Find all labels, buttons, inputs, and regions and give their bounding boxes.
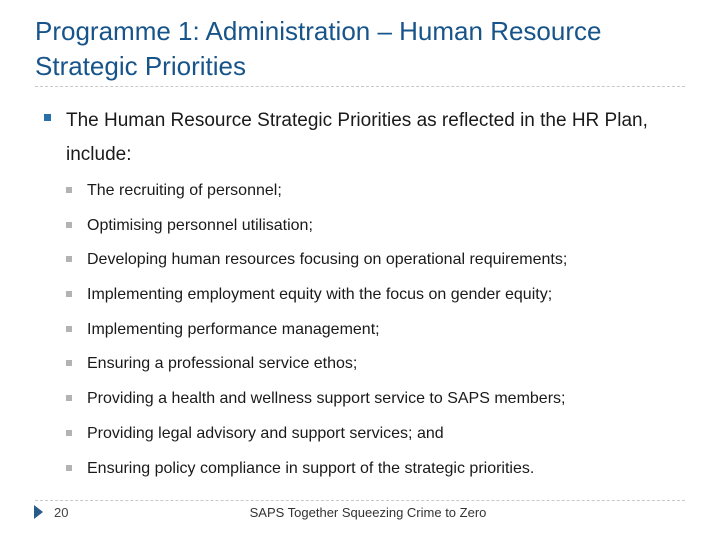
sub-bullet-performance [66,313,696,348]
square-bullet-icon [66,430,72,436]
sub-bullet-recruiting [66,174,696,209]
square-bullet-icon [66,291,72,297]
footer-divider [35,500,685,501]
sub-bullet-text: Developing human resources focusing on operational requirements; [87,251,568,269]
sub-bullet-text: Ensuring policy compliance in support of the strategic priorities. [87,459,535,477]
square-bullet-icon [66,395,72,401]
sub-bullet-employment-equity [66,278,696,313]
square-bullet-icon [66,187,72,193]
square-bullet-icon [66,360,72,366]
sub-bullet-text: Optimising personnel utilisation; [87,216,313,234]
square-bullet-icon [44,114,51,121]
sub-bullet-text: Providing legal advisory and support services; and [87,424,444,442]
sub-bullet-legal-advisory [66,417,696,452]
footer-slogan: SAPS Together Squeezing Crime to Zero [249,505,487,520]
square-bullet-icon [66,326,72,332]
sub-bullet-utilisation [66,209,696,244]
square-bullet-icon [66,256,72,262]
square-bullet-icon [66,222,72,228]
sub-bullet-policy-compliance [66,452,696,487]
sub-bullet-health-wellness [66,382,696,417]
square-bullet-icon [66,465,72,471]
sub-bullet-list [66,174,696,486]
main-bullet-text: The Human Resource Strategic Priorities as reflected in the HR Plan, include: [66,110,648,165]
sub-bullet-text: Implementing performance management; [87,320,380,338]
sub-bullet-text: Ensuring a professional service ethos; [87,355,358,373]
sub-bullet-text: The recruiting of personnel; [87,182,282,199]
slide-title: Programme 1: Administration – Human Resource Strategic Priorities [35,16,602,81]
sub-bullet-text: Implementing employment equity with the focus on gender equity; [87,286,553,304]
sub-bullet-developing [66,243,696,278]
main-bullet [44,104,694,172]
sub-bullet-text: Providing a health and wellness support service to SAPS members; [87,390,566,408]
title-divider [35,86,685,87]
page-number: 20 [54,505,69,520]
sub-bullet-service-ethos [66,347,696,382]
